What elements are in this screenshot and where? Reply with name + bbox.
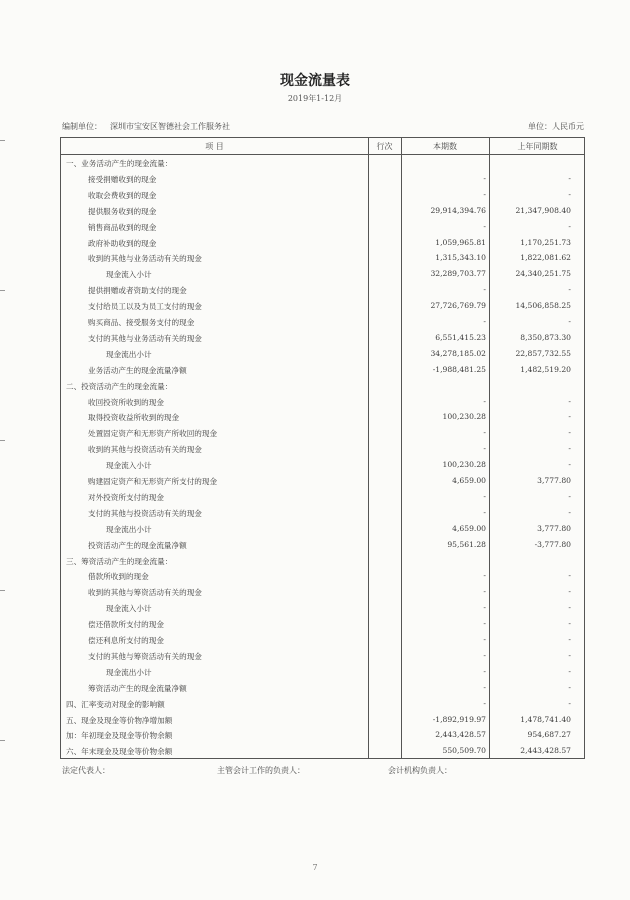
previous-value: -: [568, 587, 571, 597]
previous-value: -: [568, 603, 571, 613]
table-row: [61, 236, 584, 252]
row-label: 现金流入小计: [106, 461, 152, 471]
row-label: 取得投资收益所收到的现金: [88, 413, 180, 423]
previous-value: -: [568, 189, 571, 199]
row-label: 借款所收到的现金: [88, 572, 149, 582]
row-label: 提供捐赠或者资助支付的现金: [88, 286, 187, 296]
table-row: [61, 522, 584, 538]
previous-value: 14,506,858.25: [515, 301, 571, 311]
margin-mark: [0, 440, 5, 441]
row-label: 筹资活动产生的现金流量净额: [88, 683, 187, 693]
current-value: 2,443,428.57: [435, 730, 486, 740]
row-label: 支付的其他与业务活动有关的现金: [88, 333, 202, 343]
row-label: 现金流入小计: [106, 270, 152, 280]
current-value: -: [483, 428, 486, 438]
table-row: [61, 395, 584, 411]
table-row: [61, 172, 584, 188]
table-row: [61, 538, 584, 554]
current-value: 32,289,703.77: [430, 269, 486, 279]
previous-value: -: [568, 507, 571, 517]
previous-value: -: [568, 682, 571, 692]
legal-representative: 法定代表人：: [62, 766, 110, 775]
margin-mark: [0, 740, 5, 741]
previous-value: 1,482,519.20: [520, 364, 571, 374]
table-row: [61, 379, 584, 395]
current-value: -: [483, 619, 486, 629]
row-label: 收到的其他与筹资活动有关的现金: [88, 588, 202, 598]
table-row: [61, 633, 584, 649]
table-row: [61, 299, 584, 315]
row-label: 接受捐赠收到的现金: [88, 174, 157, 184]
table-row: [61, 204, 584, 220]
current-value: 95,561.28: [447, 539, 486, 549]
current-value: -: [483, 396, 486, 406]
current-value: -: [483, 587, 486, 597]
previous-value: -: [568, 698, 571, 708]
table-row: [61, 283, 584, 299]
previous-value: -: [568, 460, 571, 470]
current-value: 4,659.00: [452, 476, 486, 485]
current-value: -1,988,481.25: [432, 364, 486, 374]
row-label: 收到的其他与业务活动有关的现金: [88, 254, 202, 264]
table-row: [61, 410, 584, 426]
previous-value: -: [568, 444, 571, 454]
table-row: [61, 458, 584, 474]
row-label: 支付给员工以及为员工支付的现金: [88, 302, 202, 312]
row-label: 购建固定资产和无形资产所支付的现金: [88, 477, 218, 486]
current-value: -: [483, 189, 486, 199]
current-value: 4,659.00: [452, 523, 486, 533]
accounting-supervisor: 主管会计工作的负责人：: [217, 766, 305, 775]
table-row: [61, 506, 584, 522]
row-label: 收取会费收到的现金: [88, 190, 157, 200]
row-label: 五、现金及现金等价物净增加额: [66, 715, 173, 725]
current-value: -: [483, 635, 486, 644]
header-current: 本期数: [433, 142, 457, 151]
current-value: -: [483, 285, 486, 295]
previous-value: 3,777.80: [537, 476, 571, 485]
header-divider: [61, 154, 584, 155]
previous-value: 3,777.80: [537, 523, 571, 533]
current-value: -: [483, 571, 486, 581]
margin-mark: [0, 140, 5, 141]
table-row: [61, 442, 584, 458]
current-value: 1,315,343.10: [435, 253, 486, 263]
row-label: 收回投资所收到的现金: [88, 397, 164, 407]
header-previous: 上年同期数: [517, 142, 558, 151]
current-value: -: [483, 698, 486, 708]
current-value: 1,059,965.81: [435, 237, 486, 247]
current-value: -: [483, 491, 486, 501]
previous-value: -: [568, 619, 571, 629]
row-label: 偿还利息所支付的现金: [88, 636, 164, 645]
current-value: 6,551,415.23: [435, 332, 486, 342]
table-row: [61, 251, 584, 267]
page-number: 7: [312, 863, 318, 872]
row-label: 支付的其他与筹资活动有关的现金: [88, 651, 202, 661]
header-line: 行次: [376, 142, 393, 151]
table-row: [61, 347, 584, 363]
table-row: [61, 744, 584, 760]
current-value: -: [483, 317, 486, 326]
previous-value: -: [568, 221, 571, 231]
currency-unit: 单位：人民币元: [528, 122, 584, 131]
table-row: [61, 554, 584, 570]
previous-value: 954,687.27: [527, 730, 571, 740]
current-value: -: [483, 221, 486, 231]
table-row: [61, 601, 584, 617]
table-row: [61, 697, 584, 713]
row-label: 现金流出小计: [106, 524, 152, 534]
current-value: 29,914,394.76: [430, 205, 486, 215]
cash-flow-table: [60, 137, 585, 759]
org-line: [62, 121, 230, 132]
table-row: [61, 315, 584, 331]
current-value: 27,726,769.79: [430, 301, 486, 311]
current-value: -: [483, 666, 486, 676]
previous-value: -: [568, 317, 571, 326]
row-label: 现金流出小计: [106, 349, 152, 359]
previous-value: 22,857,732.55: [515, 348, 571, 358]
current-value: -1,892,919.97: [432, 714, 486, 724]
table-row: [61, 617, 584, 633]
previous-value: -: [568, 571, 571, 581]
page-title: 现金流量表: [280, 73, 350, 89]
org-name: 深圳市宝安区智德社会工作服务社: [110, 122, 230, 131]
accounting-dept-head: 会计机构负责人：: [388, 766, 452, 775]
row-label: 现金流出小计: [106, 667, 152, 677]
current-value: -: [483, 650, 486, 660]
previous-value: -: [568, 396, 571, 406]
table-row: [61, 649, 584, 665]
table-row: [61, 728, 584, 744]
previous-value: -: [568, 666, 571, 676]
table-row: [61, 331, 584, 347]
previous-value: 8,350,873.30: [520, 332, 571, 342]
previous-value: -: [568, 285, 571, 295]
margin-mark: [0, 290, 5, 291]
current-value: 100,230.28: [442, 412, 486, 422]
row-label: 六、年末现金及现金等价物余额: [66, 747, 173, 757]
previous-value: -: [568, 635, 571, 644]
current-value: -: [483, 603, 486, 613]
current-value: 100,230.28: [442, 460, 486, 470]
current-value: 34,278,185.02: [430, 348, 486, 358]
row-label: 投资活动产生的现金流量净额: [88, 540, 187, 550]
row-label: 提供服务收到的现金: [88, 206, 157, 216]
table-row: [61, 569, 584, 585]
row-label: 收到的其他与投资活动有关的现金: [88, 445, 202, 455]
previous-value: 1,478,741.40: [520, 714, 571, 724]
org-label: 编制单位：: [62, 122, 102, 131]
previous-value: 21,347,908.40: [515, 205, 571, 215]
previous-value: -3,777.80: [534, 539, 571, 549]
table-row: [61, 490, 584, 506]
header-item: 项 目: [205, 142, 224, 151]
margin-mark: [0, 590, 5, 591]
previous-value: 1,822,081.62: [520, 253, 571, 263]
row-label: 四、汇率变动对现金的影响额: [66, 699, 165, 709]
row-label: 销售商品收到的现金: [88, 222, 157, 232]
table-row: [61, 474, 584, 490]
row-label: 支付的其他与投资活动有关的现金: [88, 508, 202, 518]
previous-value: 24,340,251.75: [515, 269, 571, 279]
row-label: 加：年初现金及现金等价物余额: [66, 731, 173, 741]
row-label: 三、筹资活动产生的现金流量：: [66, 556, 173, 566]
previous-value: -: [568, 491, 571, 501]
table-row: [61, 713, 584, 729]
table-row: [61, 363, 584, 379]
row-label: 政府补助收到的现金: [88, 238, 157, 248]
previous-value: -: [568, 173, 571, 183]
current-value: 550,509.70: [442, 746, 486, 756]
row-label: 处置固定资产和无形资产所收回的现金: [88, 429, 218, 439]
current-value: -: [483, 507, 486, 517]
row-label: 购买商品、接受服务支付的现金: [88, 318, 195, 327]
row-label: 一、业务活动产生的现金流量：: [66, 159, 173, 168]
previous-value: 1,170,251.73: [520, 237, 571, 247]
row-label: 现金流入小计: [106, 604, 152, 614]
table-row: [61, 267, 584, 283]
previous-value: -: [568, 650, 571, 660]
row-label: 偿还借款所支付的现金: [88, 620, 164, 630]
row-label: 业务活动产生的现金流量净额: [88, 365, 187, 375]
current-value: -: [483, 173, 486, 183]
table-row: [61, 681, 584, 697]
table-row: [61, 220, 584, 236]
previous-value: 2,443,428.57: [520, 746, 571, 756]
row-label: 二、投资活动产生的现金流量：: [66, 381, 173, 391]
previous-value: -: [568, 412, 571, 422]
current-value: -: [483, 444, 486, 454]
table-row: [61, 426, 584, 442]
table-row: [61, 188, 584, 204]
table-row: [61, 585, 584, 601]
report-period: 2019年1-12月: [287, 94, 343, 103]
table-row: [61, 665, 584, 681]
current-value: -: [483, 682, 486, 692]
table-row: [61, 156, 584, 172]
row-label: 对外投资所支付的现金: [88, 492, 164, 502]
previous-value: -: [568, 428, 571, 438]
